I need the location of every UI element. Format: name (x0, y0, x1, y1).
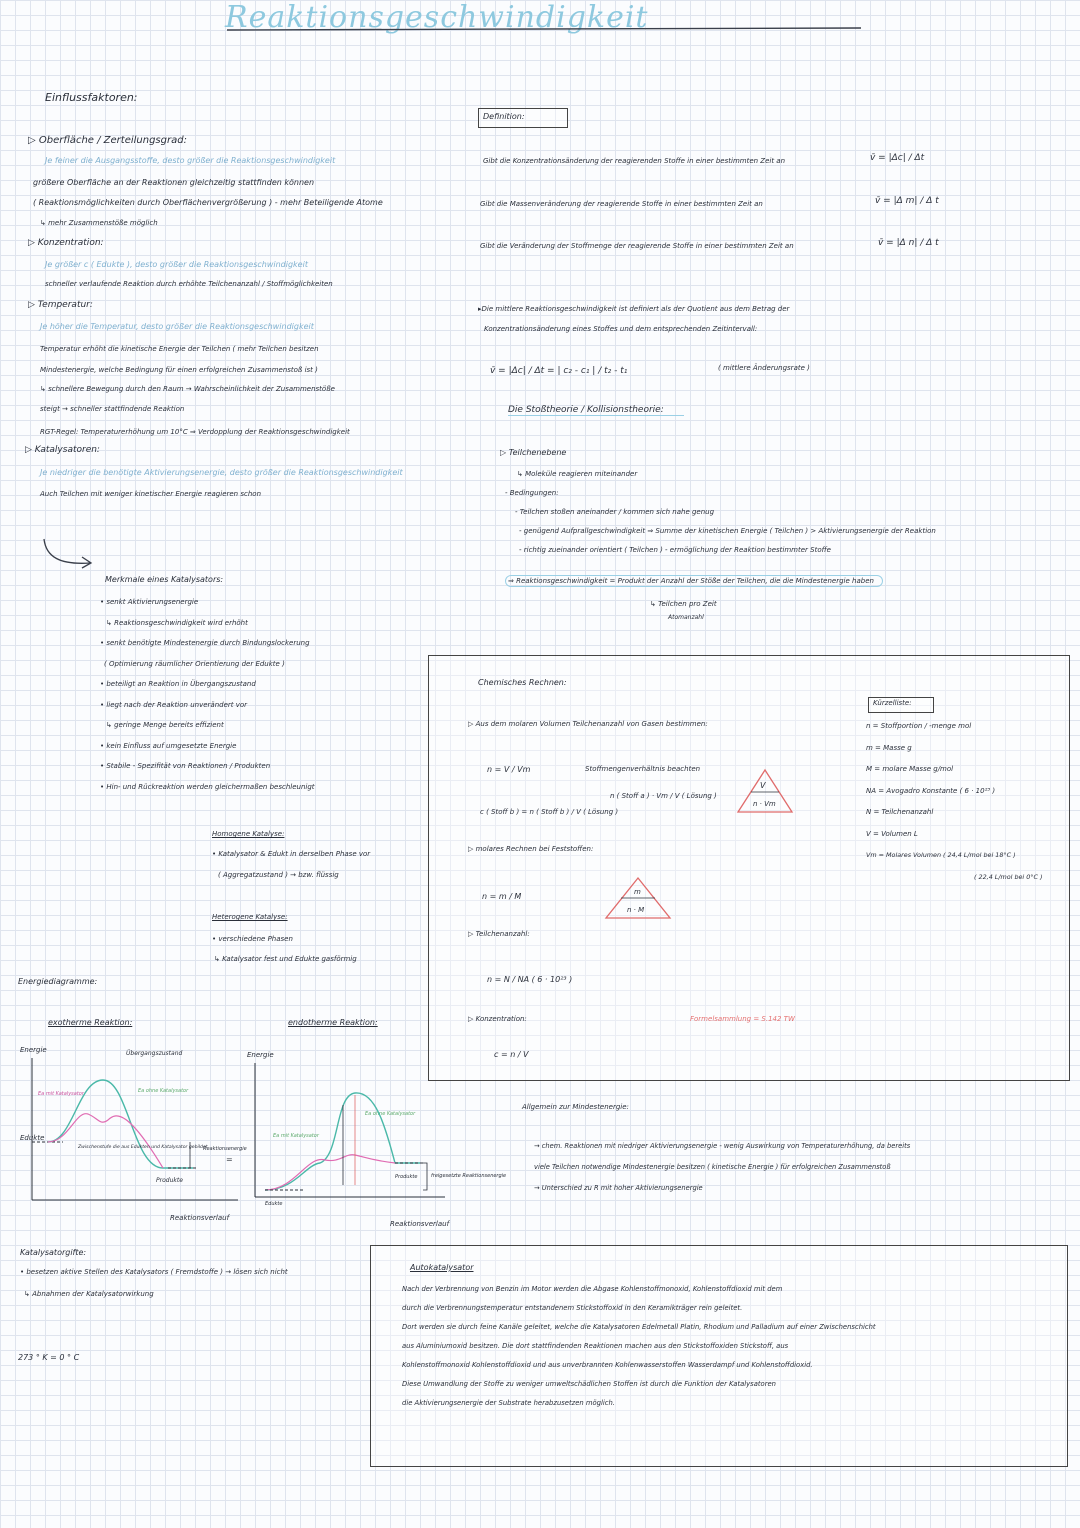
katgifte-heading: Katalysatorgifte: (20, 1248, 87, 1257)
list-item: m = Masse g (866, 743, 912, 752)
edukte-label: Edukte (20, 1134, 45, 1142)
paragraph-line: die Aktivierungsenergie der Substrate herabzusetzen möglich. (402, 1399, 615, 1407)
einflussfaktoren-heading: Einflussfaktoren: (45, 91, 138, 104)
paragraph-line: durch die Verbrennungstemperatur entstandenem Stickstoffoxid in den Keramikträger rein geleitet. (402, 1304, 743, 1312)
chem-formula: n ( Stoff a ) · Vm / V ( Lösung ) (610, 792, 717, 800)
definition-formula: v̄ = |Δc| / Δt (870, 153, 925, 163)
definition-heading: Definition: (483, 112, 525, 121)
oberflaeche-line: größere Oberfläche an der Reaktionen gleichzeitig stattfinden können (33, 178, 315, 187)
list-item: ↳ Reaktionsgeschwindigkeit wird erhöht (106, 618, 248, 627)
list-item: • liegt nach der Reaktion unverändert vor (100, 700, 248, 709)
produkte-label: Produkte (395, 1174, 418, 1180)
energiediagramme-heading: Energiediagramme: (18, 977, 98, 986)
katalysatoren-rule: Je niedriger die benötigte Aktivierungsenergie, desto größer die Reaktionsgeschwindigkeit (40, 468, 403, 477)
rg-definition: ⇒ Reaktionsgeschwindigkeit = Produkt der Anzahl der Stöße der Teilchen, die die Mindestenergie haben (505, 575, 883, 587)
list-item: ( Optimierung räumlicher Orientierung der Edukte ) (104, 659, 285, 668)
chem-note: Stoffmengenverhältnis beachten (585, 765, 701, 773)
konzentration-rule: Je größer c ( Edukte ), desto größer die Reaktionsgeschwindigkeit (45, 260, 308, 269)
formula-triangle-icon (603, 876, 673, 922)
curve-mit-katalysator (48, 1114, 163, 1168)
triangle-top: V (760, 781, 766, 790)
rgt-regel: RGT-Regel: Temperaturerhöhung um 10°C ⇒ Verdopplung der Reaktionsgeschwindigkeit (40, 428, 350, 436)
v-formula: v̄ = |Δc| / Δt = | c₂ - c₁ | / t₂ - t₁ (490, 366, 628, 376)
paragraph-line: Dort werden sie durch feine Kanäle geleitet, welche die Katalysatoren Edelmetall Platin, Rhodium und Palladium auf einer Zwischenschicht (402, 1323, 876, 1331)
temperatur-line: steigt → schneller stattfindende Reaktion (40, 405, 185, 413)
ea-ohne-label: Ea ohne Katalysator (138, 1088, 189, 1094)
list-item: NA = Avogadro Konstante ( 6 · 10²³ ) (866, 786, 996, 795)
exotherm-heading: exotherme Reaktion: (48, 1018, 133, 1027)
list-item: • Hin- und Rückreaktion werden gleichermaßen beschleunigt (100, 782, 315, 791)
teilchen-list (505, 470, 936, 565)
paragraph-line: aus Aluminiumoxid besitzen. Die dort stattfindenden Reaktionen machen aus den Stickstoffoxiden Stickstoff, aus (402, 1342, 789, 1350)
endo-reaktionsverlauf: Reaktionsverlauf (390, 1220, 450, 1228)
definition-line: Gibt die Veränderung der Stoffmenge der reagierende Stoffe in einer bestimmten Zeit an (480, 242, 794, 250)
katgifte-line: ↳ Abnahmen der Katalysatorwirkung (24, 1290, 154, 1298)
definition-formula: v̄ = |Δ m| / Δ t (875, 196, 939, 206)
list-item: • kein Einfluss auf umgesetzte Energie (100, 741, 237, 750)
konzentration-line: schneller verlaufende Reaktion durch erhöhte Teilchenanzahl / Stoffmöglichkeiten (45, 280, 333, 288)
oberflaeche-heading: ▷ Oberfläche / Zerteilungsgrad: (28, 135, 187, 146)
kelvin-note: 273 ° K = 0 ° C (18, 1353, 80, 1362)
triangle-bottom: n · Vm (753, 800, 776, 808)
merkmale-list (100, 598, 315, 803)
title-underline (225, 24, 865, 36)
list-item: • beteiligt an Reaktion in Übergangszustand (100, 680, 256, 688)
katalysatoren-line: Auch Teilchen mit weniger kinetischer Energie reagieren schon (40, 490, 261, 498)
temperatur-heading: ▷ Temperatur: (28, 300, 93, 310)
rg-sub: ↳ Teilchen pro Zeit (650, 600, 717, 608)
kuerzel-heading: Kürzelliste: (873, 699, 912, 707)
allgemein-heading: Allgemein zur Mindestenergie: (522, 1103, 629, 1111)
chem-formula: n = N / NA ( 6 · 10²³ ) (487, 975, 573, 984)
autokatalysator-text (402, 1285, 876, 1418)
temperatur-rule: Je höher die Temperatur, desto größer die Reaktionsgeschwindigkeit (40, 322, 314, 331)
chem-line: ▷ Aus dem molaren Volumen Teilchenanzahl von Gasen bestimmen: (468, 720, 708, 728)
ea-mit-label: Ea mit Katalysator (38, 1091, 84, 1097)
temperatur-line: ↳ schnellere Bewegung durch den Raum → Wahrscheinlichkeit der Zusammenstöße (40, 385, 335, 393)
list-item: Vm = Molares Volumen ( 24,4 L/mol bei 18°C ) (866, 851, 1016, 859)
allgemein-line: → chem. Reaktionen mit niedriger Aktivierungsenergie - wenig Auswirkung von Temperaturerhöhung, da bereits (534, 1142, 911, 1150)
list-item: ↳ Moleküle reagieren miteinander (517, 470, 638, 478)
heterogen-line: ↳ Katalysator fest und Edukte gasförmig (214, 955, 357, 963)
list-item: n = Stoffportion / -menge mol (866, 722, 972, 730)
katalysatoren-heading: ▷ Katalysatoren: (25, 445, 100, 455)
axis-label: Energie (20, 1046, 47, 1054)
produkte-label: Produkte (156, 1177, 183, 1184)
list-item: ↳ geringe Menge bereits effizient (106, 721, 224, 729)
teilchen-heading: ▷ Teilchenebene (500, 448, 567, 457)
homogen-heading: Homogene Katalyse: (212, 830, 285, 838)
chem-heading: Chemisches Rechnen: (478, 678, 567, 687)
heterogen-line: • verschiedene Phasen (212, 935, 293, 943)
uebergang-label: Übergangszustand (126, 1050, 183, 1057)
heterogen-heading: Heterogene Katalyse: (212, 913, 288, 921)
page-title: Reaktionsgeschwindigkeit (225, 0, 649, 35)
ea-ohne-label: Ea ohne Katalysator (365, 1111, 416, 1117)
konzentration-heading: ▷ Konzentration: (28, 238, 104, 248)
homogen-line: ( Aggregatzustand ) → bzw. flüssig (218, 871, 339, 879)
energy-bracket (423, 1163, 427, 1190)
kuerzel-list (866, 722, 1042, 894)
definition-box (478, 108, 568, 128)
oberflaeche-line: ( Reaktionsmöglichkeiten durch Oberflächenvergrößerung ) - mehr Beteiligende Atome (33, 198, 383, 207)
list-item: V = Volumen L (866, 829, 918, 838)
list-item: • senkt benötigte Mindestenergie durch Bindungslockerung (100, 639, 310, 647)
list-item: N = Teilchenanzahl (866, 808, 934, 816)
mittlere-line: ▸Die mittlere Reaktionsgeschwindigkeit ist definiert als der Quotient aus dem Betrag der (478, 305, 790, 313)
list-item: ( 22,4 L/mol bei 0°C ) (974, 872, 1043, 881)
definition-line: Gibt die Konzentrationsänderung der reagierenden Stoffe in einer bestimmten Zeit an (483, 157, 786, 165)
list-item: - Teilchen stoßen aneinander / kommen sich nahe genug (515, 508, 715, 516)
definition-line: Gibt die Massenveränderung der reagierende Stoffe in einer bestimmten Zeit an (480, 200, 763, 208)
chem-formula: c ( Stoff b ) = n ( Stoff b ) / V ( Lösung ) (480, 808, 619, 816)
stosstheorie-heading: Die Stoßtheorie / Kollisionstheorie: (508, 405, 684, 416)
curve-mit-katalysator (265, 1155, 395, 1190)
temperatur-line: Temperatur erhöht die kinetische Energie der Teilchen ( mehr Teilchen besitzen (40, 345, 319, 353)
formelsammlung-note: Formelsammlung = S.142 TW (690, 1015, 795, 1023)
list-item: M = molare Masse g/mol (866, 765, 954, 773)
formula-triangle-icon (735, 768, 795, 816)
katgifte-line: • besetzen aktive Stellen des Katalysators ( Fremdstoffe ) → lösen sich nicht (20, 1268, 288, 1276)
chem-line: ▷ molares Rechnen bei Feststoffen: (468, 845, 594, 853)
list-item: - genügend Aufprallgeschwindigkeit ⇒ Summe der kinetischen Energie ( Teilchen ) > Aktivierungsenergie der Reaktion (519, 527, 936, 535)
temperatur-line: Mindestenergie, welche Bedingung für einen erfolgreichen Zusammenstoß ist ) (40, 366, 318, 374)
homogen-line: • Katalysator & Edukt in derselben Phase vor (212, 850, 371, 858)
list-item: • senkt Aktivierungsenergie (100, 598, 199, 606)
oberflaeche-line: ↳ mehr Zusammenstöße möglich (40, 219, 158, 227)
mittlere-line: Konzentrationsänderung eines Stoffes und dem entsprechenden Zeitintervall: (484, 325, 758, 333)
chem-formula: n = m / M (482, 892, 522, 901)
endotherm-heading: endotherme Reaktion: (288, 1018, 378, 1027)
ea-mit-label: Ea mit Katalysator (273, 1133, 319, 1139)
paragraph-line: Nach der Verbrennung von Benzin im Motor werden die Abgase Kohlenstoffmonoxid, Kohlenstoffdioxid mit dem (402, 1285, 783, 1293)
arrow-icon (38, 535, 98, 575)
axis-label: Energie (247, 1051, 274, 1059)
freigesetzte-label: freigesetzte Reaktionsenergie (431, 1173, 507, 1179)
list-item: • Stabile - Spezifität von Reaktionen / Produkten (100, 762, 271, 770)
zwischen-label: Zwischenstufe die aus Edukten und Katalysator gebildet (78, 1145, 208, 1150)
definition-formula: v̄ = |Δ n| / Δ t (878, 238, 939, 248)
oberflaeche-rule: Je feiner die Ausgangsstoffe, desto größer die Reaktionsgeschwindigkeit (45, 156, 336, 165)
chem-formula: c = n / V (494, 1050, 529, 1059)
allgemein-line: → Unterschied zu R mit hoher Aktivierungsenergie (534, 1184, 703, 1192)
autokatalysator-heading: Autokatalysator (410, 1263, 474, 1272)
equals-sign: = (226, 1155, 233, 1164)
mittlere-note: ( mittlere Änderungsrate ) (718, 364, 810, 372)
allgemein-line: viele Teilchen notwendige Mindestenergie besitzen ( kinetische Energie ) für erfolgreichen Zusammenstoß (534, 1163, 891, 1171)
list-item: - Bedingungen: (505, 489, 559, 497)
chem-formula: n = V / Vm (487, 765, 531, 774)
paragraph-line: Diese Umwandlung der Stoffe zu weniger umweltschädlichen Stoffen ist durch die Funktion der Katalysatoren (402, 1380, 776, 1388)
triangle-top: m (634, 888, 641, 896)
triangle-bottom: n · M (627, 906, 645, 914)
chem-line: ▷ Teilchenanzahl: (468, 930, 530, 938)
rg-sub2: Atomanzahl (668, 614, 704, 621)
edukte-label: Edukte (265, 1201, 283, 1207)
exotherm-diagram (18, 1040, 248, 1220)
kuerzel-box (868, 697, 934, 713)
exo-reaktionsverlauf: Reaktionsverlauf (170, 1214, 230, 1222)
chem-line: ▷ Konzentration: (468, 1015, 527, 1023)
paragraph-line: Kohlenstoffmonoxid Kohlenstoffdioxid und aus unverbrannten Kohlenwasserstoffen Wasserdampf und Kohlenstoffdioxid. (402, 1361, 813, 1369)
reaktionsenergie-label: Reaktionsenergie (203, 1146, 247, 1152)
list-item: - richtig zueinander orientiert ( Teilchen ) - ermöglichung der Reaktion bestimmter Stoffe (519, 546, 831, 554)
merkmale-heading: Merkmale eines Katalysators: (105, 575, 224, 584)
